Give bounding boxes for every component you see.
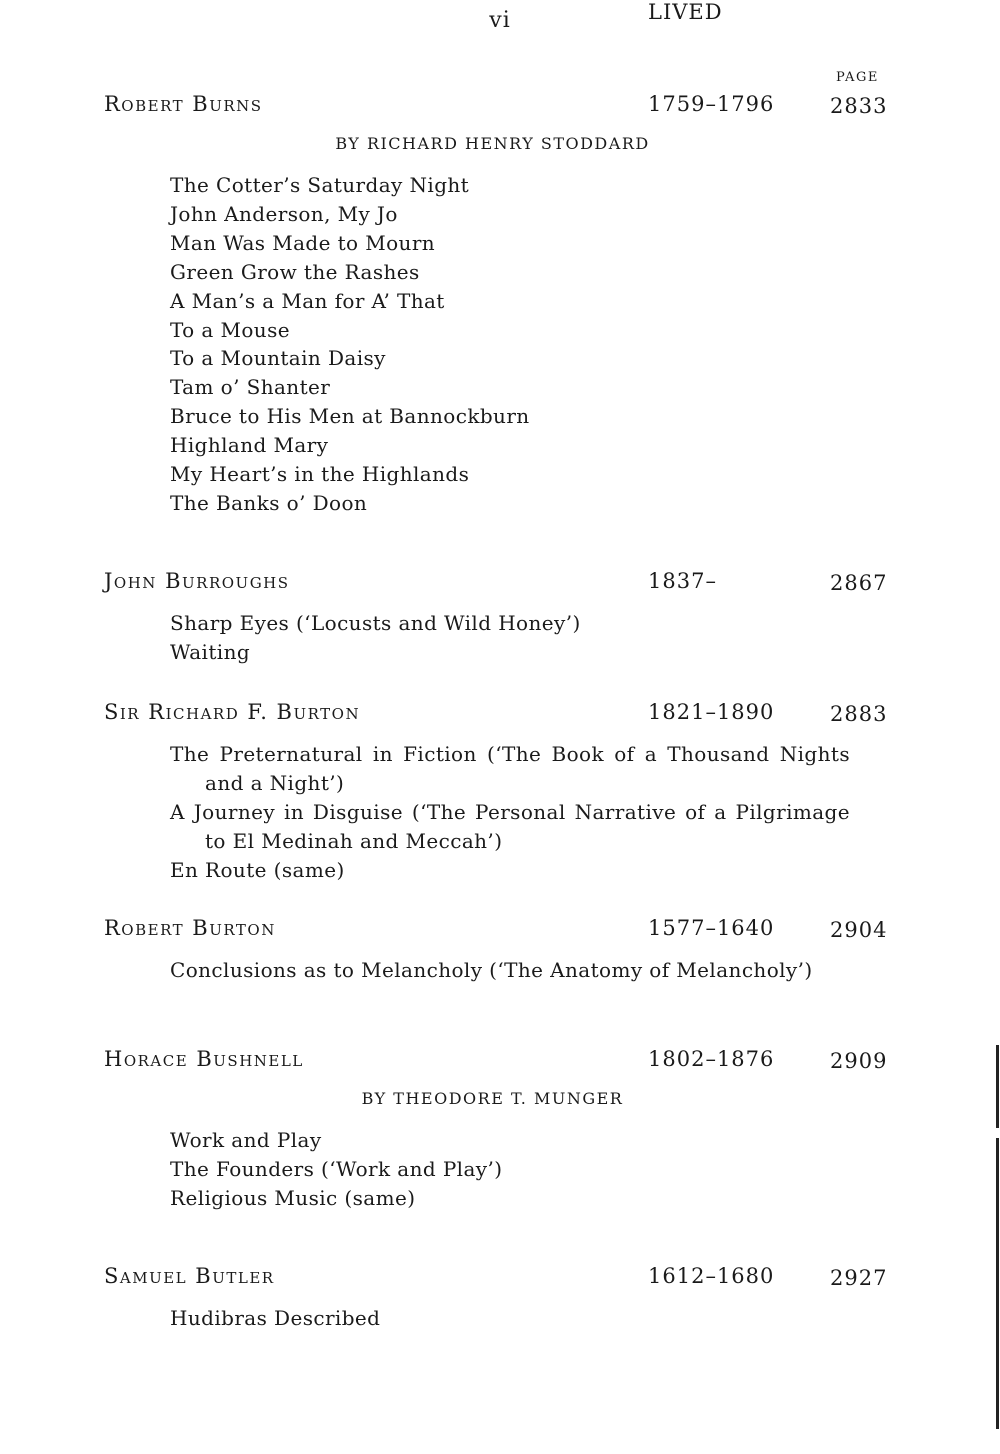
work-title: Green Grow the Rashes	[170, 259, 420, 284]
work-title: The Preternatural in Fiction (‘The Book of a Thousand Nights and a Night’)	[170, 742, 850, 795]
essay-author: BY RICHARD HENRY STODDARD	[335, 134, 650, 153]
work-title: The Banks o’ Doon	[170, 490, 368, 515]
work-title: A Man’s a Man for A’ That	[170, 288, 445, 313]
lived-column-header: LIVED	[648, 0, 723, 24]
author-line	[0, 92, 1000, 122]
works-list	[0, 1304, 1000, 1333]
lived-dates: 1577–1640	[648, 916, 775, 940]
work-title: Conclusions as to Melancholy (‘The Anatomy of Melancholy’)	[170, 958, 813, 982]
page-ref: 2909	[830, 1049, 888, 1073]
toc-entry	[0, 1047, 1000, 1213]
work-title: A Journey in Disguise (‘The Personal Narrative of a Pilgrimage to El Medinah and Meccah’)	[170, 799, 850, 853]
work-title: John Anderson, My Jo	[170, 201, 398, 226]
work-title: En Route (same)	[170, 857, 345, 882]
works-list	[0, 956, 1000, 985]
toc-entry	[0, 92, 1000, 518]
toc-entry	[0, 700, 1000, 885]
work-title: The Cotter’s Saturday Night	[170, 173, 470, 197]
page-ref: 2833	[830, 94, 888, 118]
work-title: Religious Music (same)	[170, 1185, 416, 1210]
works-list	[0, 740, 1000, 885]
work-title: Hudibras Described	[170, 1306, 381, 1330]
work-title: To a Mountain Daisy	[170, 346, 386, 371]
work-title: Man Was Made to Mourn	[170, 230, 436, 255]
work-title: Bruce to His Men at Bannockburn	[170, 404, 530, 429]
lived-dates: 1837–	[648, 569, 717, 593]
author-name: Robert Burton	[104, 916, 276, 940]
page-number: vi	[489, 8, 511, 33]
work-title: Tam o’ Shanter	[170, 375, 331, 400]
author-name: Samuel Butler	[104, 1264, 275, 1288]
work-title: Waiting	[170, 639, 251, 664]
page-ref: 2927	[830, 1266, 888, 1290]
essay-author: BY THEODORE T. MUNGER	[361, 1089, 624, 1108]
lived-dates: 1821–1890	[648, 700, 775, 724]
page-ref: 2867	[830, 571, 888, 595]
lived-dates: 1612–1680	[648, 1264, 775, 1288]
work-title: Highland Mary	[170, 433, 329, 458]
works-list	[0, 171, 1000, 518]
author-line	[0, 700, 1000, 730]
work-title: My Heart’s in the Highlands	[170, 462, 470, 487]
page-ref: 2904	[830, 918, 888, 942]
author-line	[0, 916, 1000, 946]
toc-entry	[0, 916, 1000, 985]
toc-entry	[0, 1264, 1000, 1333]
scan-edge-gap	[995, 1128, 1000, 1138]
work-title: Work and Play	[170, 1128, 322, 1152]
works-list	[0, 1126, 1000, 1213]
lived-dates: 1802–1876	[648, 1047, 775, 1071]
author-name: John Burroughs	[104, 569, 290, 593]
works-list	[0, 609, 1000, 667]
author-line	[0, 569, 1000, 599]
page-column-header: PAGE	[836, 70, 879, 85]
author-line	[0, 1047, 1000, 1077]
author-name: Sir Richard F. Burton	[104, 700, 361, 724]
work-title: To a Mouse	[170, 317, 290, 342]
author-line	[0, 1264, 1000, 1294]
work-title: Sharp Eyes (‘Locusts and Wild Honey’)	[170, 611, 581, 635]
work-title: The Founders (‘Work and Play’)	[170, 1156, 503, 1181]
author-name: Horace Bushnell	[104, 1047, 304, 1071]
toc-entry	[0, 569, 1000, 667]
page-ref: 2883	[830, 702, 888, 726]
scan-edge-rule	[996, 1045, 999, 1429]
lived-dates: 1759–1796	[648, 92, 775, 116]
author-name: Robert Burns	[104, 92, 263, 116]
